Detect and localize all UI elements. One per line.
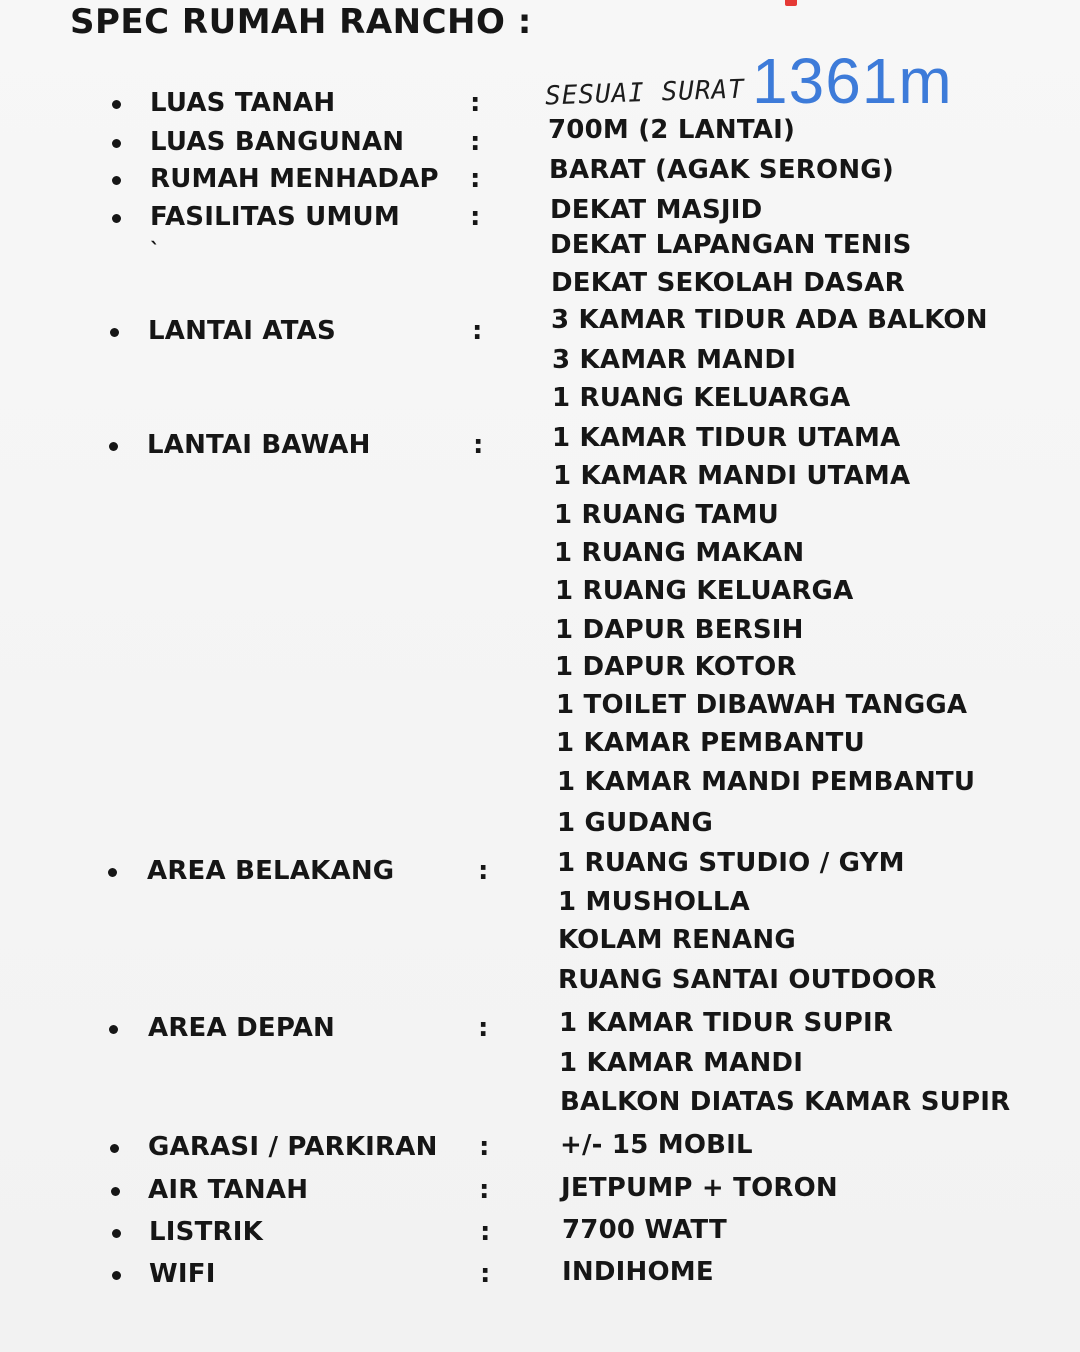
spec-value: 1 KAMAR MANDI [559, 1048, 804, 1078]
bullet-icon [109, 442, 118, 451]
spec-label: AREA BELAKANG [147, 856, 395, 886]
spec-value: 1 RUANG TAMU [554, 500, 779, 530]
spec-value: 1 MUSHOLLA [558, 887, 750, 917]
bullet-icon [112, 139, 121, 148]
bullet-icon [108, 868, 117, 877]
bullet-icon [112, 176, 121, 185]
spec-value: 1 RUANG STUDIO / GYM [557, 848, 905, 878]
bullet-icon [112, 214, 121, 223]
spec-value: INDIHOME [562, 1257, 714, 1287]
spec-label: AREA DEPAN [148, 1013, 335, 1043]
spec-separator: : [478, 1013, 489, 1043]
page-title: SPEC RUMAH RANCHO : [70, 2, 532, 42]
spec-separator: : [472, 316, 483, 346]
red-corner-mark [785, 0, 797, 6]
spec-label: WIFI [149, 1259, 216, 1289]
spec-separator: : [470, 202, 481, 232]
handwritten-note: SESUAI SURAT [544, 74, 746, 112]
bullet-icon [112, 1229, 121, 1238]
spec-value: 1 KAMAR MANDI UTAMA [553, 461, 911, 491]
spec-value: 7700 WATT [562, 1215, 727, 1245]
spec-label: LUAS TANAH [150, 88, 336, 118]
spec-value: 3 KAMAR MANDI [552, 345, 797, 375]
spec-label: RUMAH MENHADAP [150, 164, 439, 194]
bullet-icon [111, 1187, 120, 1196]
spec-value: 1 RUANG MAKAN [554, 538, 805, 568]
spec-separator: : [473, 430, 484, 460]
spec-separator: : [480, 1259, 491, 1289]
spec-label: LISTRIK [149, 1217, 263, 1247]
spec-value: 1 KAMAR PEMBANTU [556, 728, 865, 758]
spec-label: AIR TANAH [148, 1175, 309, 1205]
spec-value: 1 KAMAR TIDUR UTAMA [552, 423, 901, 453]
spec-label: FASILITAS UMUM [150, 202, 400, 232]
spec-value: 700M (2 LANTAI) [548, 115, 796, 145]
spec-label: LUAS BANGUNAN [150, 127, 405, 157]
spec-value: BALKON DIATAS KAMAR SUPIR [560, 1087, 1011, 1117]
spec-value: 1 TOILET DIBAWAH TANGGA [556, 690, 968, 720]
handwritten-land-area: 1361m [752, 45, 953, 117]
spec-value: DEKAT MASJID [550, 195, 763, 225]
spec-separator: : [470, 127, 481, 157]
spec-value: RUANG SANTAI OUTDOOR [558, 965, 937, 995]
spec-value: 3 KAMAR TIDUR ADA BALKON [551, 305, 988, 335]
spec-separator: : [470, 88, 481, 118]
spec-value: DEKAT LAPANGAN TENIS [550, 230, 912, 260]
bullet-icon [110, 1144, 119, 1153]
spec-value: +/- 15 MOBIL [560, 1130, 753, 1160]
spec-label: LANTAI BAWAH [147, 430, 371, 460]
spec-value: 1 DAPUR KOTOR [555, 652, 797, 682]
bullet-icon [110, 328, 119, 337]
spec-value: 1 DAPUR BERSIH [555, 615, 804, 645]
spec-value: 1 GUDANG [557, 808, 714, 838]
spec-value: 1 KAMAR TIDUR SUPIR [559, 1008, 894, 1038]
spec-value: DEKAT SEKOLAH DASAR [551, 268, 905, 298]
spec-separator: : [470, 164, 481, 194]
spec-separator: : [478, 856, 489, 886]
bullet-icon [112, 1271, 121, 1280]
stray-mark: ` [150, 238, 160, 262]
spec-value: BARAT (AGAK SERONG) [549, 155, 894, 185]
spec-separator: : [479, 1175, 490, 1205]
spec-value: 1 RUANG KELUARGA [555, 576, 854, 606]
spec-separator: : [479, 1132, 490, 1162]
spec-separator: : [480, 1217, 491, 1247]
bullet-icon [112, 100, 121, 109]
spec-value: 1 KAMAR MANDI PEMBANTU [557, 767, 976, 797]
spec-value: 1 RUANG KELUARGA [552, 383, 851, 413]
spec-label: GARASI / PARKIRAN [148, 1132, 438, 1162]
spec-value: KOLAM RENANG [558, 925, 796, 955]
bullet-icon [109, 1025, 118, 1034]
spec-value: JETPUMP + TORON [561, 1173, 838, 1203]
spec-label: LANTAI ATAS [148, 316, 336, 346]
